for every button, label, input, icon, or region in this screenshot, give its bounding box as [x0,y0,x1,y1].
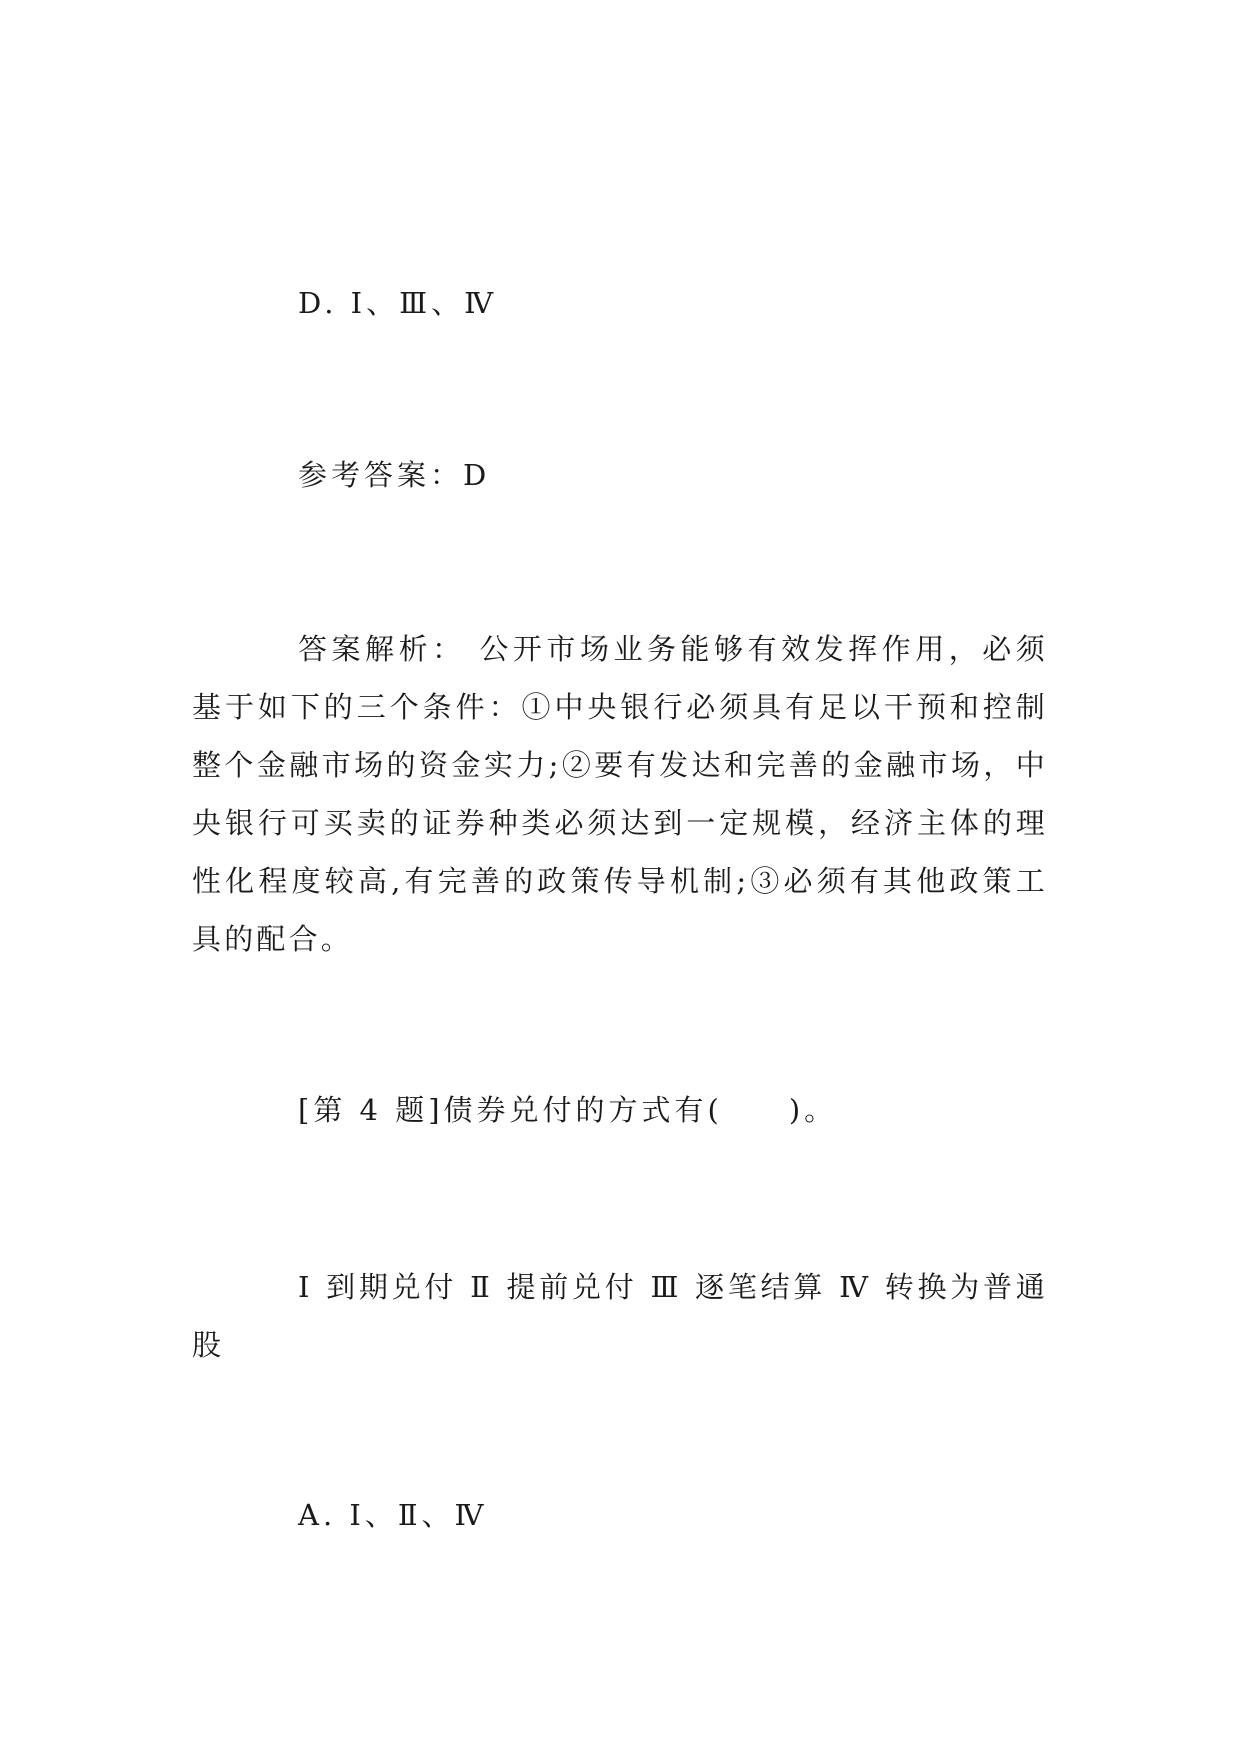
q4-statements: Ⅰ 到期兑付 Ⅱ 提前兑付 Ⅲ 逐笔结算 Ⅳ 转换为普通股 [192,1270,1048,1362]
q3-explanation: 答案解析： 公开市场业务能够有效发挥作用，必须基于如下的三个条件：①中央银行必须具有足以干预和控制整个金融市场的资金实力;②要有发达和完善的金融市场，中央银行可买卖的证券种类必须达到一定规模，经济主体的理性化程度较高,有完善的政策传导机制;③必须有其他政策工具的配合。 [192,632,1048,956]
q3-answer: 参考答案：D [298,458,491,492]
q4-option-a: A. Ⅰ、Ⅱ、Ⅳ [298,1498,488,1532]
q4-question: [第 4 题]债券兑付的方式有( )。 [298,1093,838,1127]
q3-option-d: D. Ⅰ、Ⅲ、Ⅳ [298,286,498,320]
